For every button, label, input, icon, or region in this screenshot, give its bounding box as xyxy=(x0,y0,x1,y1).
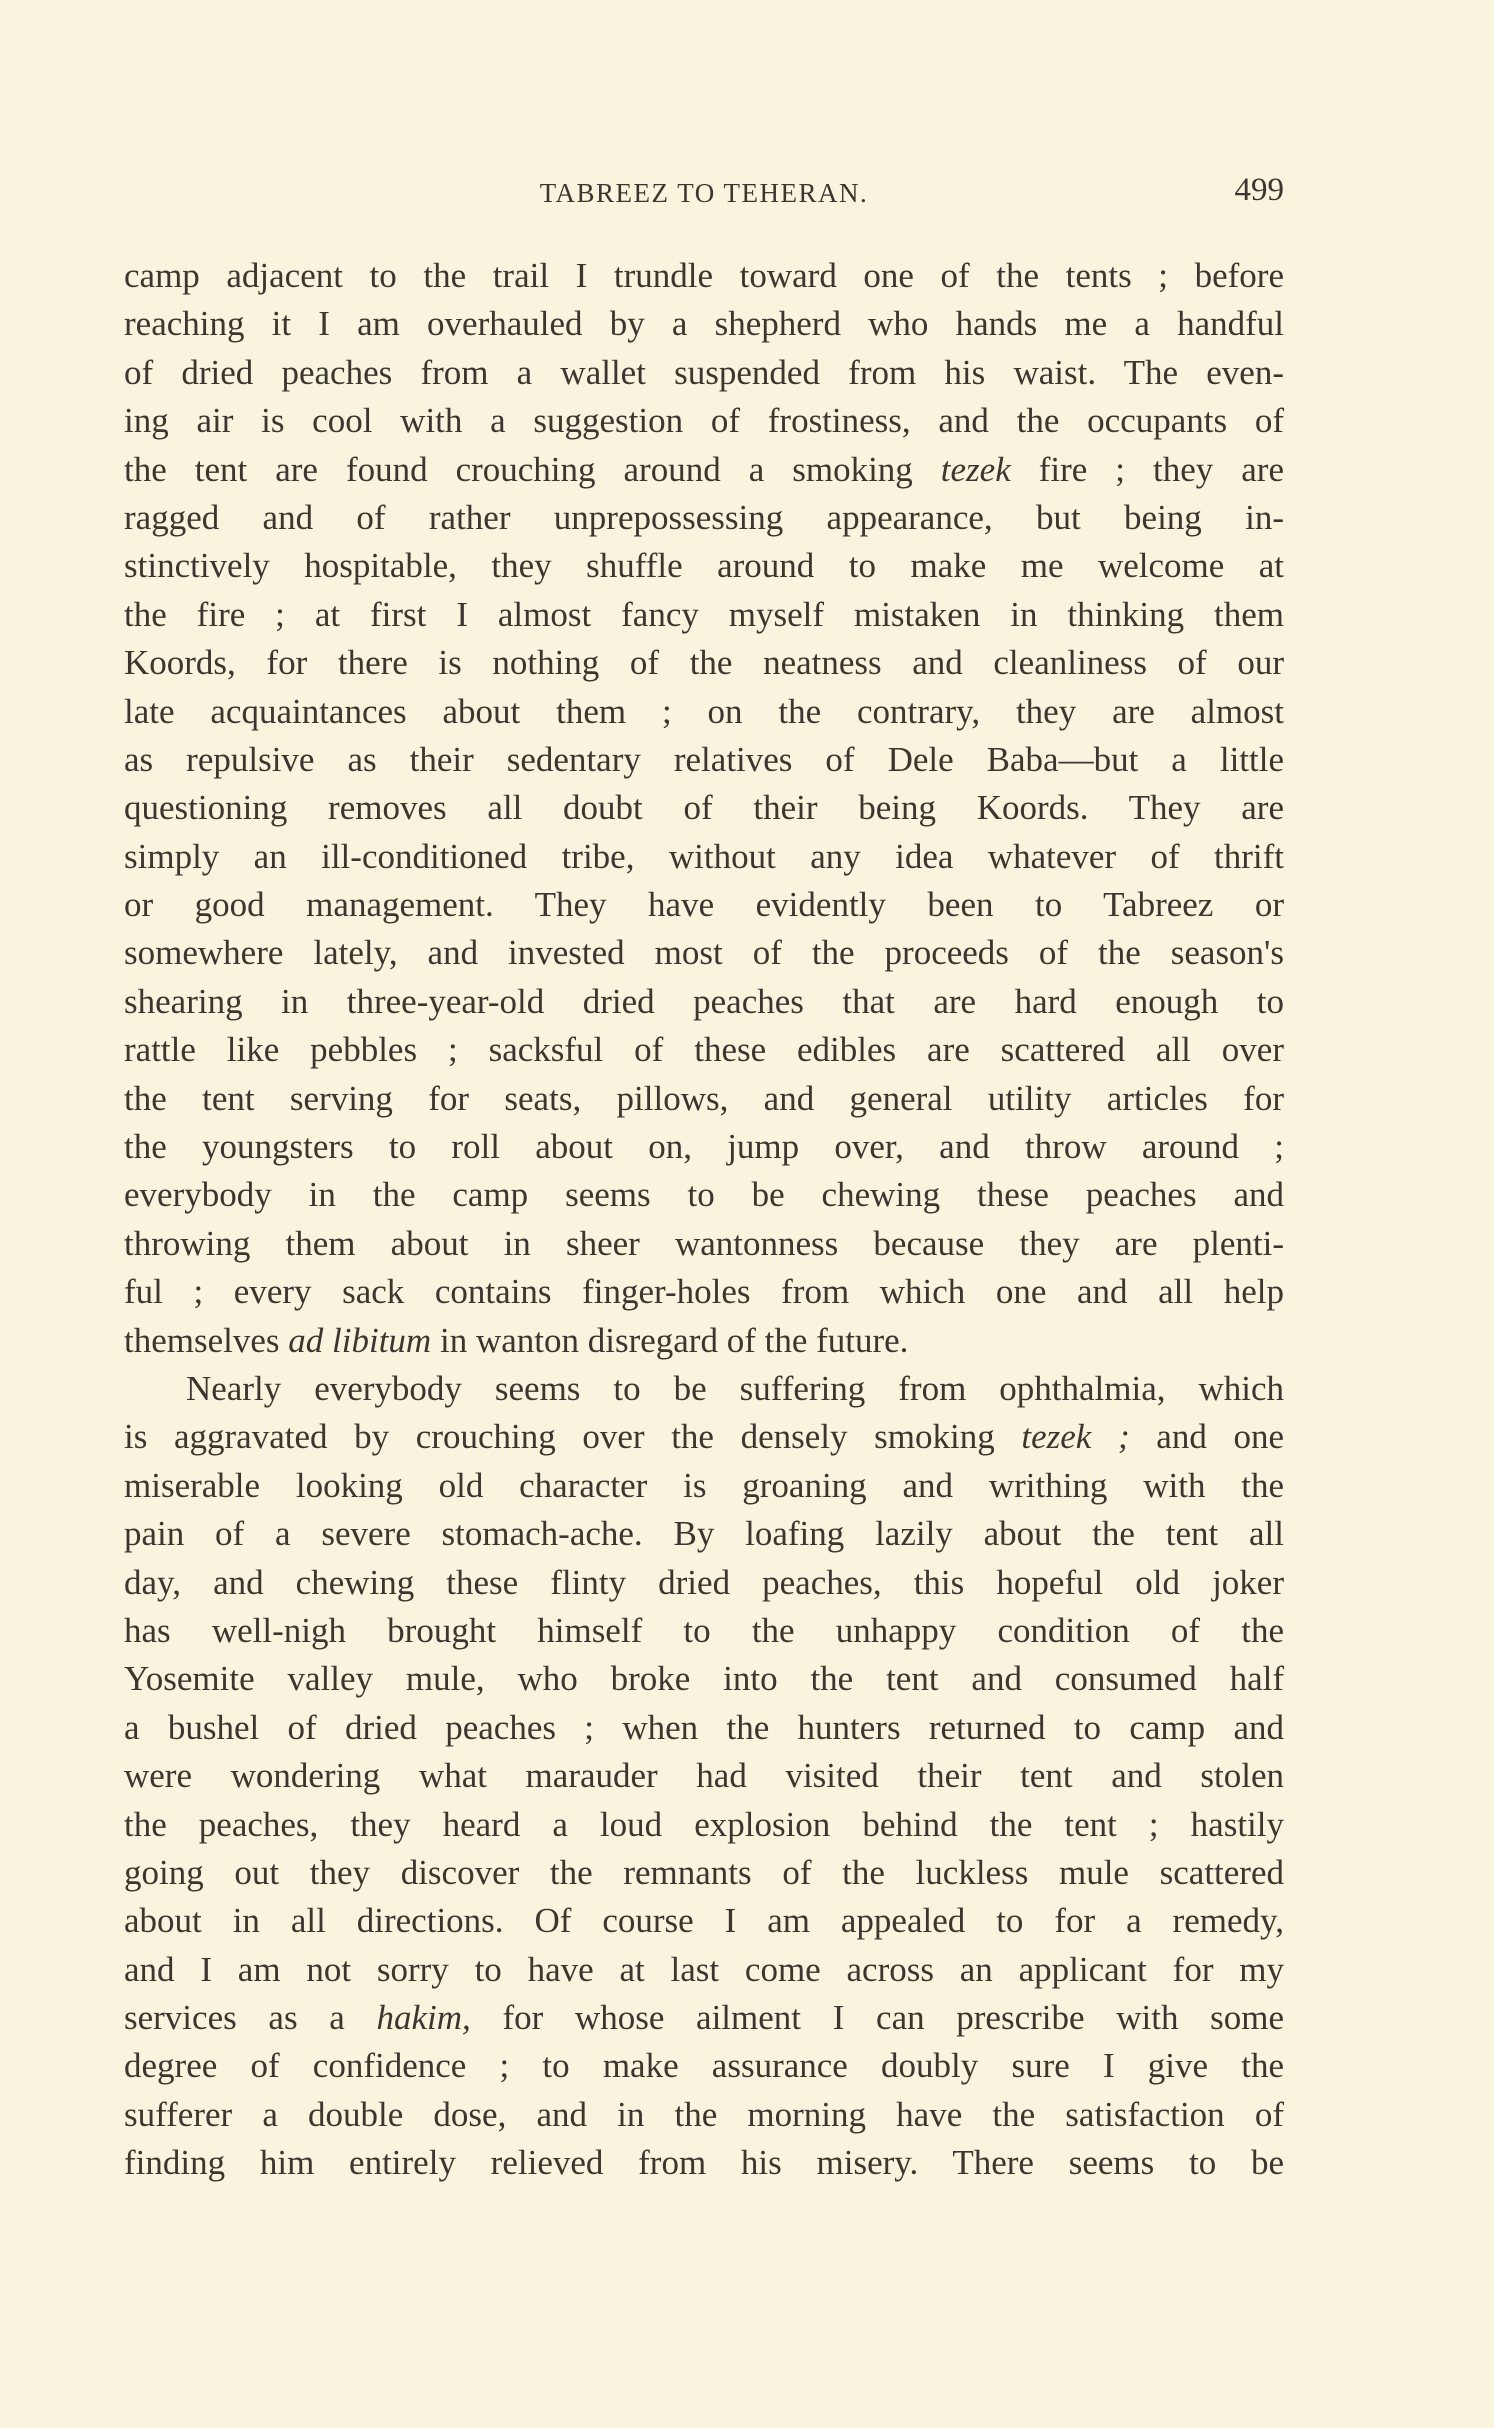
text-line xyxy=(124,397,1284,445)
text-line xyxy=(124,1365,1284,1413)
text-segment: services as a xyxy=(124,1998,377,2038)
text-line xyxy=(124,978,1284,1026)
text-line xyxy=(124,1413,1284,1461)
italic-text: tezek ; xyxy=(1021,1417,1130,1457)
text-segment: reaching it I am overhauled by a shepherd who hands me a handful xyxy=(124,304,1284,344)
text-line xyxy=(124,1171,1284,1219)
page-header xyxy=(124,172,1284,222)
text-line xyxy=(124,2042,1284,2090)
italic-text: tezek xyxy=(940,449,1011,489)
text-segment: of dried peaches from a wallet suspended from his waist. The even- xyxy=(124,352,1284,392)
text-segment: themselves xyxy=(124,1320,289,1360)
text-line xyxy=(124,1897,1284,1945)
italic-text: hakim, xyxy=(376,1998,471,2038)
text-line xyxy=(124,349,1284,397)
text-segment: and one xyxy=(1129,1417,1284,1457)
text-segment: simply an ill-conditioned tribe, without any idea whatever of thrift xyxy=(124,836,1284,876)
text-segment: fire ; they are xyxy=(1010,449,1284,489)
text-segment: stinctively hospitable, they shuffle around to make me welcome at xyxy=(124,546,1284,586)
text-segment: questioning removes all doubt of their being Koords. They are xyxy=(124,788,1284,828)
text-segment: about in all directions. Of course I am appealed to for a remedy, xyxy=(124,1901,1284,1941)
text-line xyxy=(124,2091,1284,2139)
text-line xyxy=(124,1510,1284,1558)
text-segment: a bushel of dried peaches ; when the hunters returned to camp and xyxy=(124,1707,1284,1747)
text-segment: has well-nigh brought himself to the unhappy condition of the xyxy=(124,1610,1284,1650)
text-segment: ragged and of rather unprepossessing appearance, but being in- xyxy=(124,497,1284,537)
body-text xyxy=(124,252,1284,2188)
text-segment: shearing in three-year-old dried peaches that are hard enough to xyxy=(124,981,1284,1021)
text-line xyxy=(124,1655,1284,1703)
text-segment: rattle like pebbles ; sacksful of these edibles are scattered all over xyxy=(124,1030,1284,1070)
text-line xyxy=(124,494,1284,542)
text-line xyxy=(124,542,1284,590)
text-line xyxy=(124,688,1284,736)
text-line xyxy=(124,1607,1284,1655)
text-segment: the tent serving for seats, pillows, and general utility articles for xyxy=(124,1078,1284,1118)
text-segment: finding him entirely relieved from his misery. There seems to be xyxy=(124,2143,1284,2183)
text-segment: is aggravated by crouching over the densely smoking xyxy=(124,1417,1022,1457)
text-segment: in wanton disregard of the future. xyxy=(431,1320,909,1360)
text-line xyxy=(124,1559,1284,1607)
text-segment: miserable looking old character is groaning and writhing with the xyxy=(124,1465,1284,1505)
text-segment: the fire ; at first I almost fancy myself mistaken in thinking them xyxy=(124,594,1284,634)
text-segment: the tent are found crouching around a smoking xyxy=(124,449,941,489)
text-segment: for whose ailment I can prescribe with some xyxy=(470,1998,1285,2038)
text-line xyxy=(124,881,1284,929)
text-line xyxy=(124,1946,1284,1994)
text-segment: were wondering what marauder had visited their tent and stolen xyxy=(124,1756,1284,1796)
text-segment: ful ; every sack contains finger-holes from which one and all help xyxy=(124,1272,1284,1312)
text-segment: as repulsive as their sedentary relatives of Dele Baba—but a little xyxy=(124,739,1284,779)
text-line xyxy=(124,639,1284,687)
text-segment: everybody in the camp seems to be chewing these peaches and xyxy=(124,1175,1284,1215)
text-line xyxy=(124,2139,1284,2187)
text-segment: Koords, for there is nothing of the neatness and cleanliness of our xyxy=(124,643,1284,683)
text-line xyxy=(124,1849,1284,1897)
text-line xyxy=(124,1220,1284,1268)
text-line xyxy=(124,1704,1284,1752)
text-line xyxy=(124,1994,1284,2042)
text-line xyxy=(124,591,1284,639)
text-segment: degree of confidence ; to make assurance doubly sure I give the xyxy=(124,2046,1284,2086)
text-segment: throwing them about in sheer wantonness because they are plenti- xyxy=(124,1223,1284,1263)
text-line xyxy=(124,300,1284,348)
text-segment: Yosemite valley mule, who broke into the tent and consumed half xyxy=(124,1659,1284,1699)
running-title: TABREEZ TO TEHERAN. xyxy=(539,178,869,208)
text-line xyxy=(124,1268,1284,1316)
text-segment: day, and chewing these flinty dried peaches, this hopeful old joker xyxy=(124,1562,1284,1602)
text-segment: ing air is cool with a suggestion of frostiness, and the occupants of xyxy=(124,401,1284,441)
italic-text: ad libitum xyxy=(288,1320,432,1360)
text-line xyxy=(124,1075,1284,1123)
text-segment: late acquaintances about them ; on the contrary, they are almost xyxy=(124,691,1284,731)
text-segment: and I am not sorry to have at last come across an applicant for my xyxy=(124,1949,1284,1989)
text-line xyxy=(124,929,1284,977)
text-line xyxy=(124,784,1284,832)
text-segment: camp adjacent to the trail I trundle toward one of the tents ; before xyxy=(124,256,1284,295)
text-line xyxy=(124,1462,1284,1510)
text-segment: sufferer a double dose, and in the morning have the satisfaction of xyxy=(124,2094,1284,2134)
text-segment: going out they discover the remnants of the luckless mule scattered xyxy=(124,1852,1284,1892)
text-line xyxy=(124,1752,1284,1800)
text-line xyxy=(124,1317,1284,1365)
text-line xyxy=(124,1026,1284,1074)
text-segment: or good management. They have evidently been to Tabreez or xyxy=(124,885,1284,925)
text-line xyxy=(124,736,1284,784)
text-line xyxy=(124,252,1284,300)
text-line xyxy=(124,446,1284,494)
text-segment: the peaches, they heard a loud explosion behind the tent ; hastily xyxy=(124,1804,1284,1844)
text-line xyxy=(124,1801,1284,1849)
text-segment: Nearly everybody seems to be suffering from ophthalmia, which xyxy=(186,1368,1284,1408)
text-segment: pain of a severe stomach-ache. By loafing lazily about the tent all xyxy=(124,1514,1284,1554)
text-line xyxy=(124,1123,1284,1171)
text-segment: somewhere lately, and invested most of the proceeds of the season's xyxy=(124,933,1284,973)
text-segment: the youngsters to roll about on, jump over, and throw around ; xyxy=(124,1127,1284,1167)
text-line xyxy=(124,833,1284,881)
page-number: 499 xyxy=(1234,172,1284,208)
